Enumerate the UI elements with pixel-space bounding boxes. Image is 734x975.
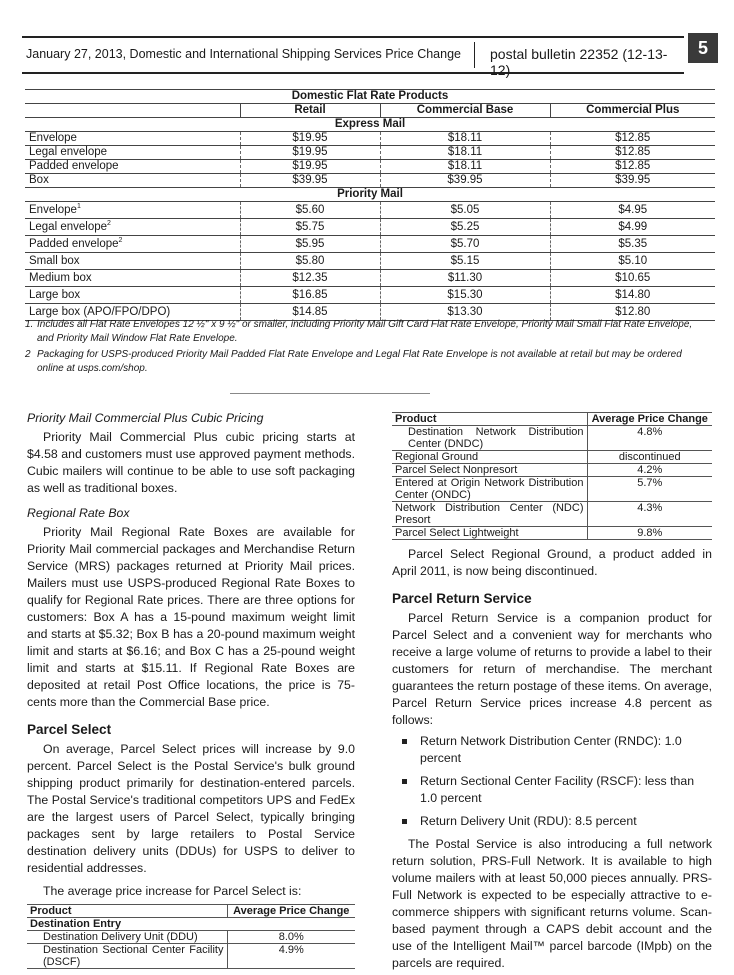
retail-price-cell: $19.95 [240, 132, 380, 146]
footnote-2 [25, 348, 715, 376]
commercial-plus-price-cell: $12.85 [550, 132, 715, 146]
product-cell: Destination Delivery Unit (DDU) [27, 931, 227, 944]
table-row [25, 236, 715, 253]
table-row [25, 202, 715, 219]
commercial-base-price-cell: $5.25 [380, 219, 550, 236]
product-name: Padded envelope [29, 160, 119, 172]
change-cell: 9.8% [587, 527, 712, 540]
retail-price-cell: $16.85 [240, 287, 380, 304]
commercial-base-price-cell: $18.11 [380, 146, 550, 160]
parcel-return-text: Parcel Return Service is a companion product for Parcel Select and a convenient way for merchants who receive a large volume of returns to provide a label to their customers for return of merchandise. The merchant guarantees the return postage of these items. On average, Parcel Return Service prices increase 4.8 percent as follows: [392, 611, 712, 727]
return-price-list [392, 733, 712, 830]
retail-price-cell: $5.95 [240, 236, 380, 253]
product-name: Envelope [29, 204, 77, 216]
product-cell: Entered at Origin Network Distribution Center (ONDC) [392, 477, 587, 502]
product-cell [25, 202, 240, 219]
commercial-base-price-cell: $13.30 [380, 304, 550, 321]
parcel-select-heading: Parcel Select [27, 722, 112, 737]
retail-price-cell: $14.85 [240, 304, 380, 321]
list-item [392, 773, 712, 807]
regional-rate-heading: Regional Rate Box [27, 506, 130, 520]
product-cell: Parcel Select Nonpresort [392, 464, 587, 477]
product-name: Padded envelope [29, 238, 119, 250]
left-column [27, 410, 355, 969]
commercial-base-price-cell: $5.15 [380, 253, 550, 270]
table-row [392, 451, 712, 464]
list-item [392, 813, 712, 830]
retail-price-cell: $5.75 [240, 219, 380, 236]
footnote-text: Packaging for USPS-produced Priority Mail Padded Flat Rate Envelope and Legal Flat Rate Envelope is not available at retail but may be ordered [37, 349, 682, 360]
header-divider [474, 42, 475, 68]
product-name: Large box [29, 289, 81, 301]
flat-rate-table [25, 89, 715, 321]
regional-rate-text: Priority Mail Regional Rate Boxes are available for Priority Mail commercial packages and Merchandise Return Service (MRS) packages returned at Priority Mail prices. Mailers must use USPS-produced Regional Rate Boxes to qualify for Regional Rate prices. There are three options for customers: Box A has a 15-pound maximum weight limit and starts at $5.32; Box B has a 20-pound maximum weight limit and starts at $6.16; and Box C has a 25-pound weight limit and starts at $15.11. If Regional Rate Boxes are deposited at retail Post Office locations, the price is 75-cents more than the Commercial Base price. [27, 525, 355, 709]
commercial-base-price-cell: $18.11 [380, 160, 550, 174]
list-item-text: Return Delivery Unit (RDU): 8.5 percent [420, 814, 637, 828]
bullet-icon [402, 819, 407, 824]
table-row [25, 270, 715, 287]
commercial-plus-price-cell: $4.99 [550, 219, 715, 236]
change-cell: 4.8% [587, 426, 712, 451]
table-row [25, 146, 715, 160]
column-header-price-change: Average Price Change [587, 413, 712, 426]
commercial-plus-price-cell: $10.65 [550, 270, 715, 287]
bullet-icon [402, 779, 407, 784]
table-title: Domestic Flat Rate Products [25, 90, 715, 104]
commercial-base-price-cell: $5.05 [380, 202, 550, 219]
regional-ground-text: Parcel Select Regional Ground, a product added in April 2011, is now being discontinued. [392, 547, 712, 578]
footnote-ref: 1 [76, 203, 81, 211]
commercial-plus-price-cell: $12.85 [550, 160, 715, 174]
parcel-select-intro: The average price increase for Parcel Select is: [43, 884, 302, 898]
product-name: Legal envelope [29, 221, 108, 233]
retail-price-cell: $39.95 [240, 174, 380, 188]
section-row [25, 118, 715, 132]
parcel-return-heading: Parcel Return Service [392, 591, 532, 606]
commercial-plus-price-cell: $5.35 [550, 236, 715, 253]
bullet-icon [402, 739, 407, 744]
product-cell: Network Distribution Center (NDC) Presort [392, 502, 587, 527]
product-cell [25, 174, 240, 188]
commercial-plus-price-cell: $12.85 [550, 146, 715, 160]
page-number-badge: 5 [688, 33, 718, 63]
list-item-text: Return Sectional Center Facility (RSCF): less than 1.0 percent [420, 774, 695, 805]
commercial-plus-price-cell: $39.95 [550, 174, 715, 188]
section-divider [230, 393, 430, 394]
retail-price-cell: $12.35 [240, 270, 380, 287]
product-cell: Destination Sectional Center Facility (DSCF) [27, 944, 227, 969]
table-row [25, 287, 715, 304]
change-cell: 5.7% [587, 477, 712, 502]
product-cell: Destination Network Distribution Center (DNDC) [392, 426, 587, 451]
column-header-product: Product [392, 413, 587, 426]
table-row [25, 253, 715, 270]
footnote-number: 2 [25, 349, 31, 360]
change-cell: 4.2% [587, 464, 712, 477]
header-title: January 27, 2013, Domestic and International Shipping Services Price Change [26, 47, 461, 61]
table-row [27, 944, 355, 969]
footnote-ref: 2 [118, 237, 123, 245]
product-cell [25, 132, 240, 146]
product-name: Medium box [29, 272, 92, 284]
column-header-retail: Retail [240, 104, 380, 118]
product-cell [25, 287, 240, 304]
product-cell: Regional Ground [392, 451, 587, 464]
table-row [25, 219, 715, 236]
commercial-base-price-cell: $15.30 [380, 287, 550, 304]
section-row [25, 188, 715, 202]
list-item-text: Return Network Distribution Center (RNDC): 1.0 percent [420, 734, 682, 765]
right-column [392, 412, 712, 972]
change-cell: 4.3% [587, 502, 712, 527]
commercial-base-price-cell: $5.70 [380, 236, 550, 253]
commercial-plus-price-cell: $4.95 [550, 202, 715, 219]
change-cell: discontinued [587, 451, 712, 464]
parcel-select-text: On average, Parcel Select prices will increase by 9.0 percent. Parcel Select is the Postal Service's bulk ground shipping product primarily for destination-entered parcels. The Postal Service's traditional competitors UPS and FedEx are the largest users of Parcel Select, typically bringing packages sent by large retailers to Postal Service destination delivery units (DDUs) for USPS to deliver to residential addresses. [27, 742, 355, 875]
section-label: Priority Mail [25, 188, 715, 202]
retail-price-cell: $5.60 [240, 202, 380, 219]
retail-price-cell: $19.95 [240, 160, 380, 174]
parcel-select-table [27, 904, 355, 969]
table-row [392, 527, 712, 540]
footnote-1 [25, 318, 715, 346]
change-cell: 4.9% [227, 944, 355, 969]
product-name: Envelope [29, 132, 77, 144]
retail-price-cell: $19.95 [240, 146, 380, 160]
table-row [392, 477, 712, 502]
table-row [392, 426, 712, 451]
footnote-text: Includes all Flat Rate Envelopes 12 ½" x 9 ½" or smaller, including Priority Mail Gift Card Flat Rate Envelope, Priority Mail Small Flat Rate Envelope, [37, 319, 693, 330]
column-header-product [25, 104, 240, 118]
cubic-pricing-text: Priority Mail Commercial Plus cubic pricing starts at $4.58 and customers must use approved payment methods. Cubic mailers will continue to be able to use soft packaging as well as traditional boxes. [27, 430, 355, 495]
product-cell [25, 219, 240, 236]
column-header-product: Product [27, 905, 227, 918]
commercial-base-price-cell: $39.95 [380, 174, 550, 188]
cubic-pricing-heading: Priority Mail Commercial Plus Cubic Pricing [27, 411, 264, 425]
product-cell [25, 146, 240, 160]
product-name: Small box [29, 255, 80, 267]
column-header-commercial-base: Commercial Base [380, 104, 550, 118]
table-row [25, 174, 715, 188]
footnote-ref: 2 [107, 220, 111, 228]
table-row [27, 931, 355, 944]
parcel-select-table-continued [392, 412, 712, 540]
footnote-text: and Priority Mail Window Flat Rate Envelope. [37, 333, 238, 344]
page-header [22, 36, 684, 78]
product-name: Legal envelope [29, 146, 108, 158]
commercial-base-price-cell: $18.11 [380, 132, 550, 146]
commercial-plus-price-cell: $5.10 [550, 253, 715, 270]
group-label: Destination Entry [27, 918, 355, 931]
table-row [392, 502, 712, 527]
product-name: Large box (APO/FPO/DPO) [29, 306, 171, 318]
full-network-text: The Postal Service is also introducing a full network return solution, PRS-Full Network. It is available to high volume mailers with at least 50,000 pieces annually. PRS-Full Network is expected to be especially attractive to e-commerce shippers with significant returns volume. Scan-based payment through a CAPS debit account and the use of the Intelligent Mail™ parcel barcode (IMpb) on the parcels are required. [392, 837, 712, 970]
section-label: Express Mail [25, 118, 715, 132]
footnote-number: 1. [25, 319, 34, 330]
bulletin-id: postal bulletin 22352 (12-13-12) [490, 46, 668, 78]
product-cell [25, 253, 240, 270]
list-item [392, 733, 712, 767]
commercial-plus-price-cell: $14.80 [550, 287, 715, 304]
product-name: Box [29, 174, 49, 186]
product-cell: Parcel Select Lightweight [392, 527, 587, 540]
table-row [392, 464, 712, 477]
table-row [25, 160, 715, 174]
retail-price-cell: $5.80 [240, 253, 380, 270]
footnote-text: online at usps.com/shop. [37, 363, 148, 374]
commercial-base-price-cell: $11.30 [380, 270, 550, 287]
commercial-plus-price-cell: $12.80 [550, 304, 715, 321]
column-header-commercial-plus: Commercial Plus [550, 104, 715, 118]
table-row [25, 132, 715, 146]
product-cell [25, 270, 240, 287]
change-cell: 8.0% [227, 931, 355, 944]
column-header-price-change: Average Price Change [227, 905, 355, 918]
product-cell [25, 236, 240, 253]
product-cell [25, 160, 240, 174]
